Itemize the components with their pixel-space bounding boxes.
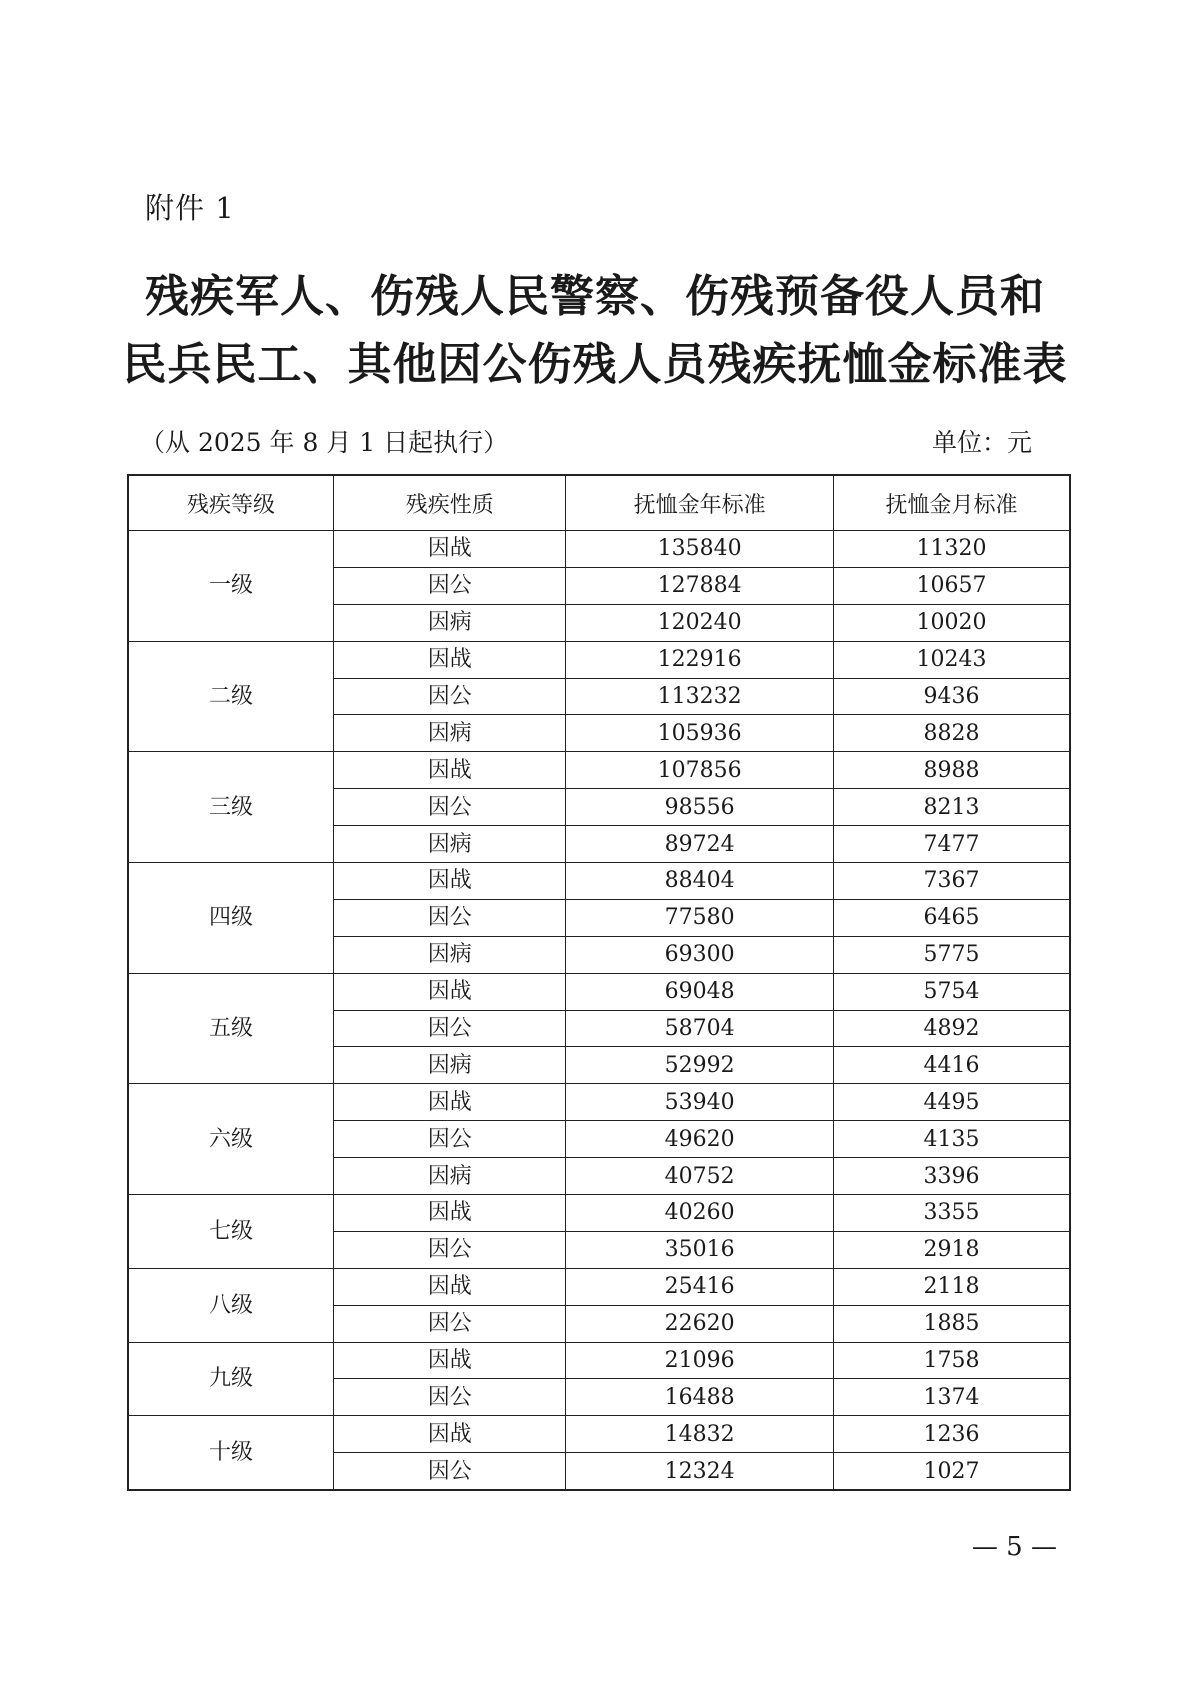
attachment-label: 附件 1 bbox=[145, 191, 235, 225]
header-annual-standard: 抚恤金年标准 bbox=[566, 475, 834, 531]
cell-annual-standard: 12324 bbox=[566, 1453, 834, 1490]
unit-label: 单位：元 bbox=[931, 428, 1032, 457]
cell-disability-nature: 因战 bbox=[334, 1416, 566, 1453]
cell-disability-nature: 因战 bbox=[334, 641, 566, 678]
cell-disability-nature: 因病 bbox=[334, 604, 566, 641]
cell-annual-standard: 53940 bbox=[566, 1084, 834, 1121]
cell-monthly-standard: 11320 bbox=[833, 531, 1070, 568]
cell-annual-standard: 107856 bbox=[566, 752, 834, 789]
cell-disability-nature: 因战 bbox=[334, 752, 566, 789]
cell-monthly-standard: 9436 bbox=[833, 678, 1070, 715]
cell-disability-nature: 因公 bbox=[334, 1305, 566, 1342]
cell-annual-standard: 88404 bbox=[566, 863, 834, 900]
cell-disability-level: 四级 bbox=[128, 863, 334, 974]
table-row bbox=[128, 1268, 1070, 1305]
cell-annual-standard: 40752 bbox=[566, 1158, 834, 1195]
table-row bbox=[128, 1195, 1070, 1232]
cell-disability-nature: 因战 bbox=[334, 1342, 566, 1379]
cell-monthly-standard: 1758 bbox=[833, 1342, 1070, 1379]
cell-annual-standard: 113232 bbox=[566, 678, 834, 715]
cell-disability-nature: 因战 bbox=[334, 531, 566, 568]
cell-monthly-standard: 2918 bbox=[833, 1231, 1070, 1268]
cell-annual-standard: 21096 bbox=[566, 1342, 834, 1379]
cell-disability-nature: 因公 bbox=[334, 567, 566, 604]
cell-disability-nature: 因病 bbox=[334, 715, 566, 752]
cell-annual-standard: 105936 bbox=[566, 715, 834, 752]
table-row bbox=[128, 641, 1070, 678]
cell-monthly-standard: 5775 bbox=[833, 936, 1070, 973]
cell-monthly-standard: 1885 bbox=[833, 1305, 1070, 1342]
title-line-2: 民兵民工、其他因公伤残人员残疾抚恤金标准表 bbox=[122, 339, 1068, 390]
cell-disability-nature: 因战 bbox=[334, 1268, 566, 1305]
cell-annual-standard: 35016 bbox=[566, 1231, 834, 1268]
cell-monthly-standard: 10657 bbox=[833, 567, 1070, 604]
cell-disability-nature: 因病 bbox=[334, 826, 566, 863]
cell-disability-nature: 因公 bbox=[334, 1121, 566, 1158]
table-row bbox=[128, 973, 1070, 1010]
table-row bbox=[128, 752, 1070, 789]
cell-disability-level: 一级 bbox=[128, 531, 334, 642]
cell-monthly-standard: 6465 bbox=[833, 899, 1070, 936]
cell-annual-standard: 22620 bbox=[566, 1305, 834, 1342]
cell-annual-standard: 14832 bbox=[566, 1416, 834, 1453]
cell-disability-nature: 因战 bbox=[334, 1084, 566, 1121]
cell-disability-level: 六级 bbox=[128, 1084, 334, 1195]
cell-annual-standard: 52992 bbox=[566, 1047, 834, 1084]
cell-disability-nature: 因战 bbox=[334, 863, 566, 900]
cell-disability-nature: 因战 bbox=[334, 1195, 566, 1232]
cell-disability-nature: 因战 bbox=[334, 973, 566, 1010]
cell-annual-standard: 40260 bbox=[566, 1195, 834, 1232]
cell-annual-standard: 69300 bbox=[566, 936, 834, 973]
cell-monthly-standard: 3396 bbox=[833, 1158, 1070, 1195]
cell-annual-standard: 49620 bbox=[566, 1121, 834, 1158]
table-header-row bbox=[128, 475, 1070, 531]
cell-disability-nature: 因公 bbox=[334, 1231, 566, 1268]
table-row bbox=[128, 1416, 1070, 1453]
table-row bbox=[128, 1084, 1070, 1121]
table-row bbox=[128, 863, 1070, 900]
cell-monthly-standard: 4135 bbox=[833, 1121, 1070, 1158]
cell-annual-standard: 98556 bbox=[566, 789, 834, 826]
cell-disability-level: 五级 bbox=[128, 973, 334, 1084]
table-row bbox=[128, 531, 1070, 568]
cell-monthly-standard: 7477 bbox=[833, 826, 1070, 863]
header-monthly-standard: 抚恤金月标准 bbox=[833, 475, 1070, 531]
effective-date-note: （从 2025 年 8 月 1 日起执行） bbox=[140, 428, 509, 457]
cell-annual-standard: 127884 bbox=[566, 567, 834, 604]
cell-monthly-standard: 7367 bbox=[833, 863, 1070, 900]
cell-monthly-standard: 2118 bbox=[833, 1268, 1070, 1305]
cell-annual-standard: 25416 bbox=[566, 1268, 834, 1305]
cell-monthly-standard: 8213 bbox=[833, 789, 1070, 826]
cell-disability-level: 九级 bbox=[128, 1342, 334, 1416]
title-line-1: 残疾军人、伤残人民警察、伤残预备役人员和 bbox=[145, 271, 1045, 322]
cell-disability-nature: 因病 bbox=[334, 936, 566, 973]
cell-disability-nature: 因公 bbox=[334, 1010, 566, 1047]
page-number: — 5 — bbox=[971, 1532, 1057, 1562]
document-title bbox=[0, 263, 1190, 399]
cell-monthly-standard: 1374 bbox=[833, 1379, 1070, 1416]
cell-monthly-standard: 4495 bbox=[833, 1084, 1070, 1121]
cell-monthly-standard: 4416 bbox=[833, 1047, 1070, 1084]
cell-annual-standard: 58704 bbox=[566, 1010, 834, 1047]
cell-disability-level: 二级 bbox=[128, 641, 334, 752]
header-disability-level: 残疾等级 bbox=[128, 475, 334, 531]
cell-annual-standard: 69048 bbox=[566, 973, 834, 1010]
pension-standard-table bbox=[127, 474, 1071, 1491]
cell-monthly-standard: 10243 bbox=[833, 641, 1070, 678]
cell-disability-nature: 因病 bbox=[334, 1047, 566, 1084]
cell-disability-nature: 因病 bbox=[334, 1158, 566, 1195]
cell-annual-standard: 89724 bbox=[566, 826, 834, 863]
cell-monthly-standard: 10020 bbox=[833, 604, 1070, 641]
header-disability-nature: 残疾性质 bbox=[334, 475, 566, 531]
cell-annual-standard: 120240 bbox=[566, 604, 834, 641]
cell-disability-nature: 因公 bbox=[334, 678, 566, 715]
cell-monthly-standard: 1236 bbox=[833, 1416, 1070, 1453]
cell-annual-standard: 135840 bbox=[566, 531, 834, 568]
cell-disability-nature: 因公 bbox=[334, 899, 566, 936]
cell-annual-standard: 77580 bbox=[566, 899, 834, 936]
cell-monthly-standard: 5754 bbox=[833, 973, 1070, 1010]
cell-annual-standard: 122916 bbox=[566, 641, 834, 678]
cell-disability-nature: 因公 bbox=[334, 789, 566, 826]
cell-monthly-standard: 4892 bbox=[833, 1010, 1070, 1047]
cell-disability-nature: 因公 bbox=[334, 1379, 566, 1416]
cell-annual-standard: 16488 bbox=[566, 1379, 834, 1416]
cell-disability-nature: 因公 bbox=[334, 1453, 566, 1490]
cell-monthly-standard: 1027 bbox=[833, 1453, 1070, 1490]
cell-disability-level: 三级 bbox=[128, 752, 334, 863]
cell-disability-level: 八级 bbox=[128, 1268, 334, 1342]
table-row bbox=[128, 1342, 1070, 1379]
table-body bbox=[128, 531, 1070, 1491]
cell-disability-level: 十级 bbox=[128, 1416, 334, 1490]
cell-monthly-standard: 3355 bbox=[833, 1195, 1070, 1232]
cell-disability-level: 七级 bbox=[128, 1195, 334, 1269]
cell-monthly-standard: 8988 bbox=[833, 752, 1070, 789]
cell-monthly-standard: 8828 bbox=[833, 715, 1070, 752]
